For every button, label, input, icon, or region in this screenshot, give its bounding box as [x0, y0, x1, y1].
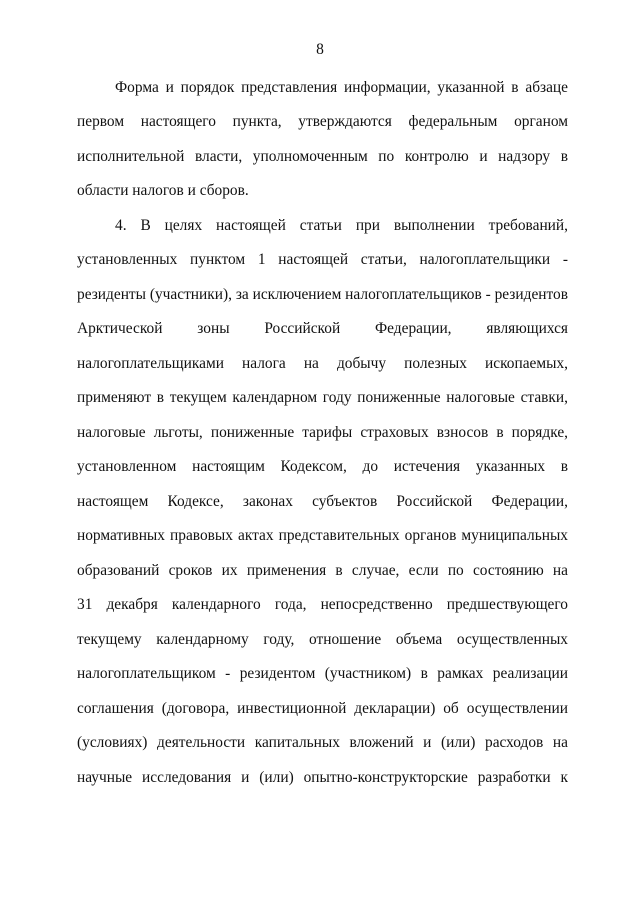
text-line: применяют в текущем календарном году пониженные налоговые ставки,: [77, 389, 568, 406]
text-line: 31 декабря календарного года, непосредственно предшествующего: [77, 596, 568, 613]
text-line: текущему календарному году, отношение объема осуществленных: [77, 631, 568, 648]
text-line: установленном настоящим Кодексом, до истечения указанных в: [77, 458, 568, 475]
text-line: Форма и порядок представления информации, указанной в абзаце: [115, 79, 568, 96]
text-line: нормативных правовых актах представительных органов муниципальных: [77, 527, 568, 544]
text-line: соглашения (договора, инвестиционной декларации) об осуществлении: [77, 700, 568, 717]
text-line: 4. В целях настоящей статьи при выполнении требований,: [115, 217, 568, 234]
text-line: первом настоящего пункта, утверждаются федеральным органом: [77, 113, 568, 130]
text-line: образований сроков их применения в случае, если по состоянию на: [77, 562, 568, 579]
text-line: налогоплательщиками налога на добычу полезных ископаемых,: [77, 355, 568, 372]
page-number: 8: [316, 41, 324, 58]
text-line: научные исследования и (или) опытно-конструкторские разработки к: [77, 769, 568, 786]
text-line: области налогов и сборов.: [77, 182, 249, 199]
text-line: резиденты (участники), за исключением налогоплательщиков - резидентов: [77, 286, 568, 303]
text-line: установленных пунктом 1 настоящей статьи, налогоплательщики -: [77, 251, 568, 268]
text-line: исполнительной власти, уполномоченным по контролю и надзору в: [77, 148, 568, 165]
text-line: налогоплательщиком - резидентом (участником) в рамках реализации: [77, 665, 568, 682]
text-line: налоговые льготы, пониженные тарифы страховых взносов в порядке,: [77, 424, 568, 441]
text-line: Арктической зоны Российской Федерации, являющихся: [77, 320, 568, 337]
text-line: настоящем Кодексе, законах субъектов Российской Федерации,: [77, 493, 568, 510]
text-line: (условиях) деятельности капитальных вложений и (или) расходов на: [77, 734, 568, 751]
